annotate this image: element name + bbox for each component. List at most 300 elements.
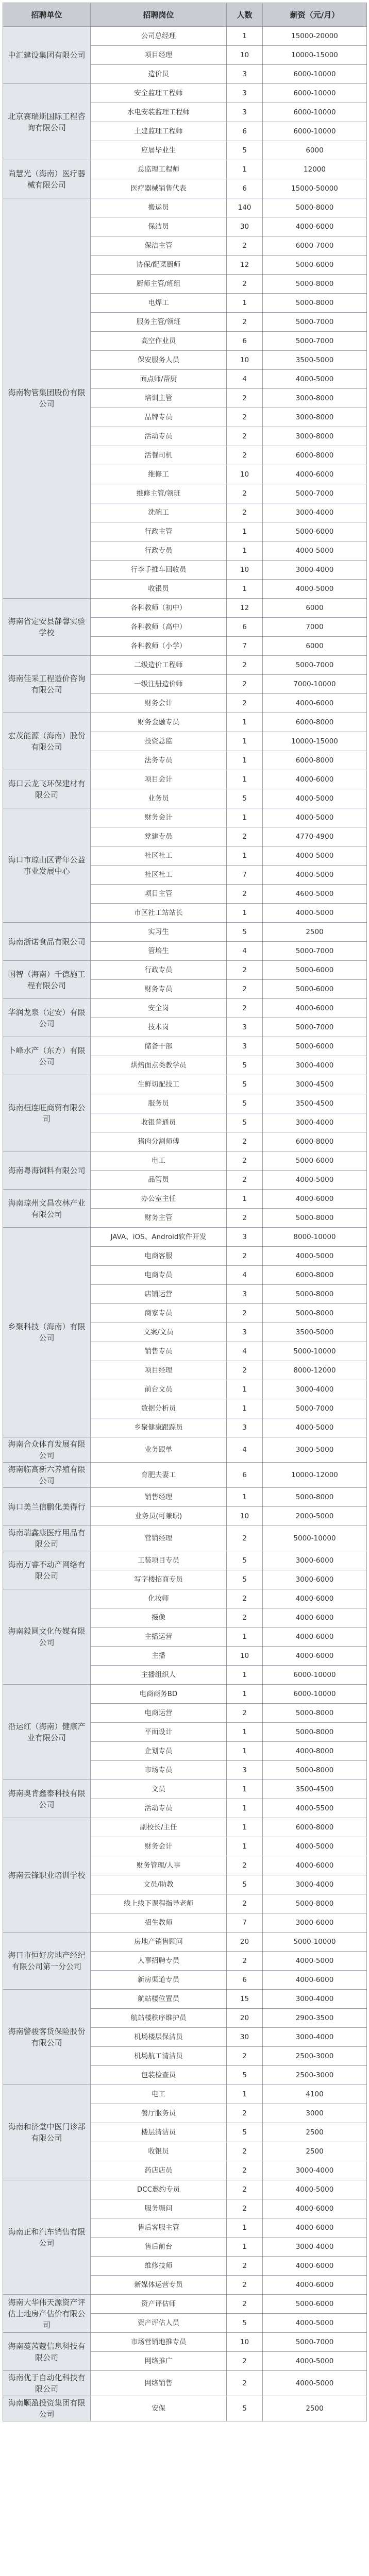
position-cell: 各科教师（小学） [91,637,227,656]
salary-cell: 6000-8000 [263,713,367,732]
count-cell: 2 [227,980,263,999]
count-cell: 2 [227,694,263,713]
count-cell: 2 [227,2276,263,2295]
position-cell: 品管员 [91,1171,227,1190]
count-cell: 2 [227,1526,263,1551]
table-row [3,1818,367,1837]
count-cell: 2 [227,2047,263,2066]
salary-cell: 4000-5000 [263,2314,367,2333]
salary-cell: 4000-6000 [263,217,367,236]
count-cell: 2 [227,2295,263,2314]
salary-cell: 4000-6000 [263,1628,367,1647]
salary-cell: 5000-6000 [263,961,367,980]
count-cell: 20 [227,1933,263,1952]
position-cell: 储备干部 [91,1037,227,1056]
table-row [3,2180,367,2199]
table-row [3,2333,367,2352]
salary-cell: 3000-4000 [263,1990,367,2009]
position-cell: 社区社工 [91,866,227,885]
position-cell: 生鲜切配技工 [91,1075,227,1094]
count-cell: 5 [227,1075,263,1094]
salary-cell: 4100 [263,2085,367,2104]
table-row [3,1990,367,2009]
count-cell: 7 [227,637,263,656]
salary-cell: 5000-6000 [263,1151,367,1171]
salary-cell: 3000-8000 [263,389,367,408]
position-cell: 财务会计 [91,1837,227,1856]
position-cell: 收银员 [91,2142,227,2161]
position-cell: 烘焙面点类教学员 [91,1056,227,1075]
position-cell: 品牌专员 [91,408,227,427]
position-cell: 化妆师 [91,1589,227,1608]
salary-cell: 5000-7000 [263,332,367,351]
salary-cell: 2500 [263,923,367,942]
salary-cell: 2500 [263,2123,367,2142]
salary-cell: 4000-6000 [263,999,367,1018]
salary-cell: 5000-8000 [263,294,367,313]
count-cell: 5 [227,923,263,942]
count-cell: 1 [227,541,263,561]
salary-cell: 4770-4900 [263,827,367,846]
count-cell: 1 [227,294,263,313]
count-cell: 3 [227,1285,263,1304]
position-cell: 总监理工程师 [91,160,227,179]
table-row [3,2396,367,2421]
count-cell: 1 [227,522,263,541]
count-cell: 2 [227,275,263,294]
table-row [3,599,367,618]
position-cell: 技术岗 [91,1018,227,1037]
position-cell: 造价员 [91,65,227,84]
company-name-cell: 海南瑞鑫康医疗用品有限公司 [3,1526,91,1551]
position-cell: 搬运员 [91,198,227,217]
position-cell: 项目会计 [91,770,227,789]
count-cell: 30 [227,217,263,236]
count-cell: 2 [227,2352,263,2371]
salary-cell: 5000-8000 [263,1285,367,1304]
position-cell: 服务员 [91,1094,227,1113]
company-name-cell: 海南万睿不动产网络有限公司 [3,1551,91,1589]
salary-cell: 4000-5000 [263,2371,367,2396]
salary-cell: 6000-8000 [263,1266,367,1285]
company-name-cell: 海口云龙飞环保建材有限公司 [3,770,91,808]
position-cell: 电焊工 [91,294,227,313]
salary-cell: 4000-6000 [263,1190,367,1209]
company-name-cell: 海南警骏客货保险股份有限公司 [3,1990,91,2085]
salary-cell: 4000-6000 [263,2257,367,2276]
salary-cell: 4000-5000 [263,904,367,923]
position-cell: 二级造价工程师 [91,656,227,675]
salary-cell: 4000-5500 [263,1799,367,1818]
position-cell: 楼层清洁员 [91,2123,227,2142]
count-cell: 6 [227,179,263,198]
position-cell: 业务跟单 [91,1437,227,1463]
count-cell: 5 [227,1570,263,1589]
position-cell: 摄像 [91,1608,227,1628]
salary-cell: 5000-7000 [263,313,367,332]
salary-cell: 4000-5000 [263,1418,367,1437]
count-cell: 2 [227,885,263,904]
position-cell: 电商商务BD [91,1685,227,1704]
count-cell: 4 [227,370,263,389]
salary-cell: 3000-4000 [263,2028,367,2047]
salary-cell: 5000-7000 [263,1399,367,1418]
table-row [3,1151,367,1171]
count-cell: 2 [227,1361,263,1380]
salary-cell: 6000-8000 [263,1132,367,1151]
salary-cell: 5000-8000 [263,1723,367,1742]
position-cell: 房地产销售顾问 [91,1933,227,1952]
position-cell: 机场楼层保洁员 [91,2028,227,2047]
count-cell: 6 [227,1971,263,1990]
count-cell: 5 [227,1113,263,1132]
company-name-cell: 海南正和汽车销售有限公司 [3,2180,91,2295]
salary-cell: 10000-12000 [263,1463,367,1488]
position-cell: 电工 [91,2085,227,2104]
salary-cell: 7000-10000 [263,675,367,694]
table-row [3,1463,367,1488]
count-cell: 3 [227,103,263,122]
position-cell: JAVA、iOS、Android软件开发 [91,1228,227,1247]
table-row [3,961,367,980]
table-row [3,923,367,942]
position-cell: 培训主管 [91,389,227,408]
position-cell: 业务员 [91,789,227,808]
table-row [3,27,367,46]
position-cell: 招生教师 [91,1913,227,1933]
position-cell: 高空作业员 [91,332,227,351]
position-cell: 收银普通员 [91,1113,227,1132]
position-cell: 电商运营 [91,1704,227,1723]
salary-cell: 5000-8000 [263,1761,367,1780]
table-row [3,2085,367,2104]
position-cell: 安保 [91,2396,227,2421]
salary-cell: 4000-5000 [263,1171,367,1190]
position-cell: 协保/配菜厨师 [91,256,227,275]
salary-cell: 10000-15000 [263,732,367,751]
count-cell: 5 [227,141,263,160]
salary-cell: 4600-5000 [263,885,367,904]
position-cell: 一级注册造价师 [91,675,227,694]
position-cell: 办公室主任 [91,1190,227,1209]
salary-cell: 4000-5000 [263,541,367,561]
count-cell: 2 [227,2161,263,2180]
salary-cell: 5000-8000 [263,198,367,217]
position-cell: 行政专员 [91,961,227,980]
count-cell: 1 [227,580,263,599]
position-cell: 企划专员 [91,1742,227,1761]
position-cell: 各科教师（初中） [91,599,227,618]
salary-cell: 4000-5000 [263,808,367,827]
count-cell: 1 [227,1818,263,1837]
position-cell: 市区社工站站长 [91,904,227,923]
position-cell: 售后前台 [91,2238,227,2257]
position-cell: 医疗器械销售代表 [91,179,227,198]
count-cell: 1 [227,713,263,732]
position-cell: 文员/助教 [91,1875,227,1894]
company-name-cell: 宏茂能源（海南）股份有限公司 [3,713,91,770]
company-name-cell: 海南浙诺食品有限公司 [3,923,91,961]
table-row [3,808,367,827]
count-cell: 10 [227,351,263,370]
count-cell: 2 [227,446,263,465]
count-cell: 1 [227,1837,263,1856]
table-row [3,1589,367,1608]
salary-cell: 5000-7000 [263,942,367,961]
count-cell: 5 [227,1056,263,1075]
position-cell: 应届毕业生 [91,141,227,160]
count-cell: 1 [227,1685,263,1704]
count-cell: 2 [227,1952,263,1971]
salary-cell: 3000-4000 [263,1056,367,1075]
position-cell: 主播 [91,1647,227,1666]
salary-cell: 4000-5000 [263,1247,367,1266]
count-cell: 5 [227,2314,263,2333]
count-cell: 140 [227,198,263,217]
table-row [3,1526,367,1551]
company-name-cell: 华润龙泉（定安）有限公司 [3,999,91,1037]
salary-cell: 5000-6000 [263,256,367,275]
count-cell: 1 [227,1742,263,1761]
table-row [3,1685,367,1704]
position-cell: 销售专员 [91,1342,227,1361]
count-cell: 2 [227,389,263,408]
company-name-cell: 海南物管集团股份有限公司 [3,198,91,599]
count-cell: 2 [227,1171,263,1190]
company-name-cell: 海南桓连旺商贸有限公司 [3,1075,91,1151]
salary-cell: 8000-12000 [263,1361,367,1380]
position-cell: 管培生 [91,942,227,961]
salary-cell: 3000-4000 [263,1380,367,1399]
salary-cell: 4000-6000 [263,2218,367,2238]
position-cell: 洗碗工 [91,503,227,522]
count-cell: 1 [227,1780,263,1799]
salary-cell: 8000-10000 [263,1228,367,1247]
count-cell: 6 [227,332,263,351]
salary-cell: 6000-8000 [263,446,367,465]
count-cell: 3 [227,1037,263,1056]
count-cell: 2 [227,1247,263,1266]
company-name-cell: 海南毅圆文化传媒有限公司 [3,1589,91,1685]
position-cell: DCC邀约专员 [91,2180,227,2199]
position-cell: 资产评估师 [91,2295,227,2314]
position-cell: 餐厅服务员 [91,2104,227,2123]
salary-cell: 3000-4500 [263,1075,367,1094]
company-name-cell: 国智（海南）千德施工程有限公司 [3,961,91,999]
salary-cell: 3000-8000 [263,427,367,446]
table-row [3,1075,367,1094]
position-cell: 行政专员 [91,541,227,561]
count-cell: 6 [227,122,263,141]
count-cell: 2 [227,236,263,256]
count-cell: 2 [227,675,263,694]
salary-cell: 4000-5000 [263,789,367,808]
salary-cell: 12000 [263,160,367,179]
salary-cell: 6000-10000 [263,84,367,103]
count-cell: 3 [227,1228,263,1247]
count-cell: 2 [227,827,263,846]
count-cell: 3 [227,1418,263,1437]
salary-cell: 4000-6000 [263,465,367,484]
position-cell: 活餐司机 [91,446,227,465]
position-cell: 服务顾问 [91,2199,227,2218]
salary-cell: 5000-8000 [263,1209,367,1228]
position-cell: 数据分析员 [91,1399,227,1418]
salary-cell: 6000-10000 [263,103,367,122]
position-cell: 前台文员 [91,1380,227,1399]
position-cell: 项目经理 [91,1361,227,1380]
salary-cell: 4000-6000 [263,1589,367,1608]
position-cell: 公司总经理 [91,27,227,46]
position-cell: 网络推广 [91,2352,227,2371]
company-name-cell: 海南临高新六养殖有限公司 [3,1463,91,1488]
position-cell: 平面设计 [91,1723,227,1742]
count-cell: 2 [227,2142,263,2161]
position-cell: 财务金融专员 [91,713,227,732]
salary-cell: 5000-8000 [263,1304,367,1323]
count-cell: 5 [227,1551,263,1570]
count-cell: 5 [227,1875,263,1894]
salary-cell: 4000-6000 [263,2276,367,2295]
salary-cell: 4000-5000 [263,580,367,599]
position-cell: 新媒体运营专员 [91,2276,227,2295]
salary-cell: 2900-3500 [263,2009,367,2028]
header-salary: 薪资（元/月） [263,3,367,27]
salary-cell: 2000-5000 [263,1507,367,1526]
salary-cell: 4000-5000 [263,2352,367,2371]
salary-cell: 5000-6000 [263,522,367,541]
count-cell: 3 [227,1761,263,1780]
salary-cell: 6000-10000 [263,65,367,84]
position-cell: 水电安装监理工程师 [91,103,227,122]
job-table [3,3,367,2421]
company-name-cell: 沿运红（海南）健康产业有限公司 [3,1685,91,1780]
position-cell: 土建监理工程师 [91,122,227,141]
count-cell: 2 [227,1151,263,1171]
company-name-cell: 乡聚科技（海南）有限公司 [3,1228,91,1437]
count-cell: 4 [227,1437,263,1463]
salary-cell: 4000-5000 [263,1952,367,1971]
count-cell: 3 [227,1018,263,1037]
count-cell: 10 [227,1647,263,1666]
header-company: 招聘单位 [3,3,91,27]
table-row [3,2295,367,2314]
company-name-cell: 海口市琼山区青年公益事业发展中心 [3,808,91,923]
company-name-cell: 海口市恒好房地产经纪有限公司第一分公司 [3,1933,91,1990]
count-cell: 3 [227,1323,263,1342]
salary-cell: 5000-10000 [263,1526,367,1551]
count-cell: 2 [227,484,263,503]
salary-cell: 10000-15000 [263,46,367,65]
salary-cell: 3500-5000 [263,351,367,370]
salary-cell: 3000-8000 [263,408,367,427]
count-cell: 2 [227,1209,263,1228]
table-row [3,656,367,675]
position-cell: 网络销售 [91,2371,227,2396]
position-cell: 项目经理 [91,46,227,65]
salary-cell: 4000-6000 [263,2199,367,2218]
company-name-cell: 海南云锋职业培训学校 [3,1818,91,1933]
position-cell: 市场专员 [91,1761,227,1780]
position-cell: 工装项目专员 [91,1551,227,1570]
company-name-cell: 海南顺盈投资集团有限公司 [3,2396,91,2421]
position-cell: 收银员 [91,580,227,599]
salary-cell: 5000-8000 [263,275,367,294]
position-cell: 资产评估人员 [91,2314,227,2333]
salary-cell: 3000-6000 [263,1570,367,1589]
position-cell: 主播组织人 [91,1666,227,1685]
count-cell: 2 [227,2180,263,2199]
count-cell: 1 [227,751,263,770]
position-cell: 线上线下课程指导老师 [91,1894,227,1913]
company-name-cell: 海南奥肯鑫泰科技有限公司 [3,1780,91,1818]
salary-cell: 6000-8000 [263,1818,367,1837]
position-cell: 写字楼招商专员 [91,1570,227,1589]
salary-cell: 6000 [263,141,367,160]
table-row [3,1551,367,1570]
count-cell: 2 [227,2199,263,2218]
position-cell: 电商客服 [91,1247,227,1266]
salary-cell: 3000-4000 [263,561,367,580]
count-cell: 1 [227,1488,263,1507]
count-cell: 1 [227,2238,263,2257]
count-cell: 6 [227,1463,263,1488]
position-cell: 业务员(可兼职) [91,1507,227,1526]
company-name-cell: 海南和济堂中医门诊部有限公司 [3,2085,91,2180]
position-cell: 保洁员 [91,217,227,236]
table-row [3,160,367,179]
count-cell: 10 [227,561,263,580]
position-cell: 厨师主管/班组 [91,275,227,294]
position-cell: 维修技师 [91,2257,227,2276]
position-cell: 社区社工 [91,846,227,866]
count-cell: 4 [227,1342,263,1361]
count-cell: 5 [227,2066,263,2085]
company-name-cell: 北京赛瑞斯国际工程咨询有限公司 [3,84,91,160]
count-cell: 2 [227,1304,263,1323]
salary-cell: 4000-6000 [263,770,367,789]
table-row [3,1190,367,1209]
position-cell: 电工 [91,1151,227,1171]
position-cell: 包装检查员 [91,2066,227,2085]
count-cell: 1 [227,1190,263,1209]
count-cell: 6 [227,618,263,637]
count-cell: 10 [227,1507,263,1526]
position-cell: 文案/文员 [91,1323,227,1342]
table-row [3,1437,367,1463]
position-cell: 猪肉分割师傅 [91,1132,227,1151]
count-cell: 1 [227,904,263,923]
table-row [3,999,367,1018]
position-cell: 副校长/主任 [91,1818,227,1837]
table-row [3,713,367,732]
count-cell: 2 [227,1894,263,1913]
salary-cell: 3000-4000 [263,2161,367,2180]
count-cell: 1 [227,1380,263,1399]
count-cell: 2 [227,1856,263,1875]
company-name-cell: 海南优于自动化科技有限公司 [3,2371,91,2396]
count-cell: 1 [227,2218,263,2238]
count-cell: 3 [227,84,263,103]
salary-cell: 3500-5000 [263,1323,367,1342]
salary-cell: 4000-6000 [263,1856,367,1875]
salary-cell: 5000-7000 [263,656,367,675]
count-cell: 2 [227,313,263,332]
salary-cell: 4000-6000 [263,1647,367,1666]
salary-cell: 2500 [263,2396,367,2421]
position-cell: 党建专员 [91,827,227,846]
position-cell: 市场营销地推专员 [91,2333,227,2352]
